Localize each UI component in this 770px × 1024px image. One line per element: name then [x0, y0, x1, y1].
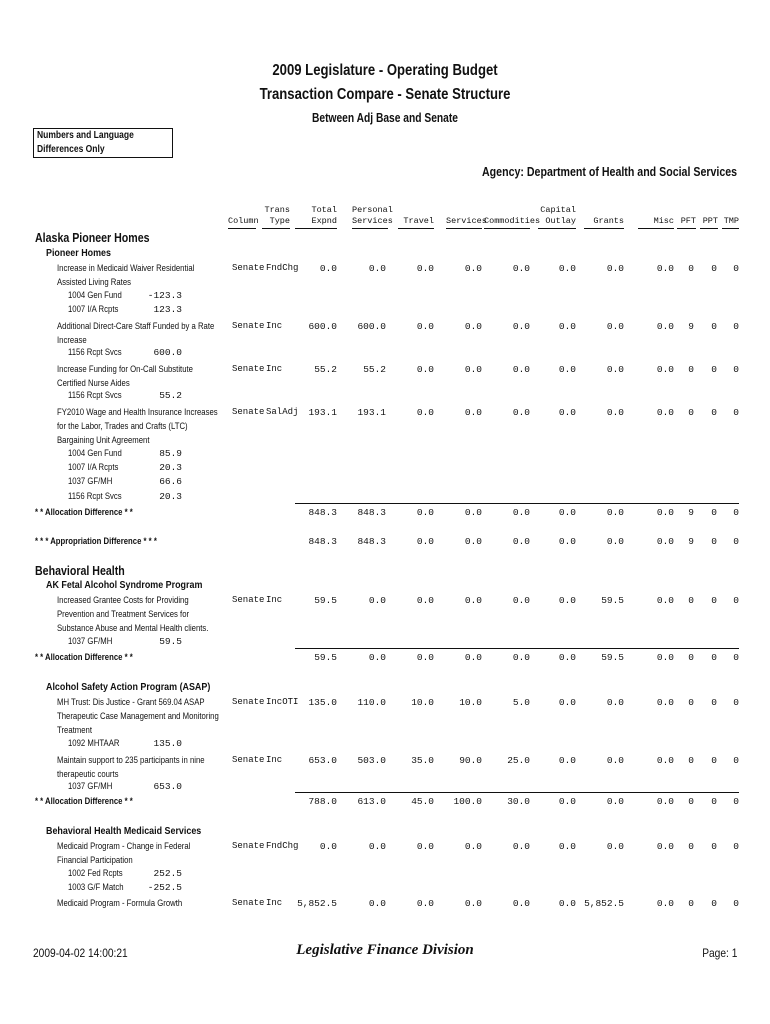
fund-source-name: 1007 I/A Rcpts [68, 304, 119, 314]
fund-source-amount: 20.3 [159, 491, 182, 502]
amount-cell: 0.0 [464, 364, 482, 375]
total-amount-cell: 0 [711, 507, 717, 518]
total-amount-cell: 0.0 [464, 507, 482, 518]
trans-type-value: Inc [266, 595, 283, 605]
amount-cell: 503.0 [357, 755, 386, 766]
amount-cell: 0 [733, 364, 739, 375]
amount-cell: 0 [733, 263, 739, 274]
trans-type-value: Inc [266, 321, 283, 331]
total-amount-cell: 59.5 [314, 652, 337, 663]
transaction-description: Increased Grantee Costs for Providing Prevention and Treatment Services for Substance Abuse and Mental Health clients. [57, 595, 209, 633]
total-amount-cell: 848.3 [357, 536, 386, 547]
total-amount-cell: 30.0 [507, 796, 530, 807]
total-amount-cell: 0.0 [416, 652, 434, 663]
transaction-description: Increase in Medicaid Waiver Residential Assisted Living Rates [57, 263, 195, 287]
transaction-description: Medicaid Program - Formula Growth [57, 898, 183, 908]
fund-source-name: 1156 Rcpt Svcs [68, 491, 122, 501]
amount-cell: 5,852.5 [584, 898, 624, 909]
total-amount-cell: 848.3 [357, 507, 386, 518]
amount-cell: 0.0 [416, 595, 434, 606]
amount-cell: 0 [711, 755, 717, 766]
amount-cell: 0.0 [368, 841, 386, 852]
amount-cell: 0.0 [656, 321, 674, 332]
fund-source-amount: 135.0 [153, 738, 182, 749]
col-header-total-2: Expnd [311, 216, 337, 226]
fund-source-amount: 600.0 [153, 347, 182, 358]
allocation-heading: Pioneer Homes [46, 247, 111, 259]
amount-cell: 9 [688, 321, 694, 332]
total-amount-cell: 0.0 [558, 536, 576, 547]
col-header-ppt: PPT [700, 216, 718, 229]
col-header-capital-2: Outlay [545, 216, 576, 226]
col-header-tmp: TMP [722, 216, 739, 229]
total-amount-cell: 0.0 [512, 536, 530, 547]
total-amount-cell: 0.0 [558, 796, 576, 807]
column-value: Senate [232, 407, 265, 417]
fund-source-name: 1037 GF/MH [68, 636, 113, 646]
amount-cell: 0.0 [606, 321, 624, 332]
total-amount-cell: 0 [711, 536, 717, 547]
report-comparison: Between Adj Base and Senate [311, 111, 459, 125]
amount-cell: 0.0 [558, 697, 576, 708]
amount-cell: 600.0 [357, 321, 386, 332]
amount-cell: 0.0 [512, 364, 530, 375]
amount-cell: 0 [711, 263, 717, 274]
amount-cell: 10.0 [459, 697, 482, 708]
trans-type-value: SalAdj [266, 407, 299, 417]
total-rule [295, 792, 739, 793]
total-amount-cell: 0.0 [656, 796, 674, 807]
total-amount-cell: 0.0 [416, 536, 434, 547]
amount-cell: 0 [733, 407, 739, 418]
total-amount-cell: 0 [688, 652, 694, 663]
column-value: Senate [232, 321, 265, 331]
column-value: Senate [232, 595, 265, 605]
amount-cell: 0.0 [558, 841, 576, 852]
total-amount-cell: 0.0 [606, 507, 624, 518]
amount-cell: 90.0 [459, 755, 482, 766]
total-amount-cell: 0.0 [368, 652, 386, 663]
amount-cell: 0.0 [512, 595, 530, 606]
amount-cell: 0.0 [319, 263, 337, 274]
agency-label: Agency: Department of Health and Social Services [481, 165, 737, 179]
amount-cell: 0 [688, 755, 694, 766]
difference-label: * * Allocation Difference * * [35, 507, 133, 517]
amount-cell: 110.0 [357, 697, 386, 708]
total-amount-cell: 9 [688, 536, 694, 547]
column-value: Senate [232, 898, 265, 908]
amount-cell: 0.0 [606, 755, 624, 766]
fund-source-name: 1004 Gen Fund [68, 448, 122, 458]
amount-cell: 0 [688, 595, 694, 606]
col-header-travel: Travel [398, 216, 434, 229]
col-header-personal-2: Services [352, 216, 393, 226]
transaction-description: Maintain support to 235 participants in nine therapeutic courts [57, 755, 205, 779]
amount-cell: 0.0 [512, 841, 530, 852]
amount-cell: 0.0 [512, 407, 530, 418]
col-header-trans: Trans [264, 205, 290, 215]
fund-source-amount: 66.6 [159, 476, 182, 487]
col-header-personal-1: Personal [352, 205, 393, 215]
fund-source-name: 1037 GF/MH [68, 476, 113, 486]
total-amount-cell: 0 [733, 796, 739, 807]
fund-source-amount: 85.9 [159, 448, 182, 459]
difference-label: * * Allocation Difference * * [35, 652, 133, 662]
amount-cell: 0 [711, 841, 717, 852]
amount-cell: 0.0 [656, 697, 674, 708]
total-amount-cell: 0 [733, 507, 739, 518]
amount-cell: 0.0 [416, 841, 434, 852]
amount-cell: 35.0 [411, 755, 434, 766]
column-value: Senate [232, 697, 265, 707]
amount-cell: 0.0 [464, 595, 482, 606]
amount-cell: 0.0 [512, 898, 530, 909]
fund-source-name: 1004 Gen Fund [68, 290, 122, 300]
amount-cell: 0.0 [464, 841, 482, 852]
amount-cell: 0 [688, 263, 694, 274]
total-amount-cell: 0.0 [606, 536, 624, 547]
fund-source-amount: 55.2 [159, 390, 182, 401]
amount-cell: 0.0 [464, 898, 482, 909]
amount-cell: 0.0 [464, 407, 482, 418]
col-header-grants: Grants [584, 216, 624, 229]
section-heading: Alaska Pioneer Homes [35, 231, 150, 245]
amount-cell: 0 [711, 697, 717, 708]
differences-note-box [33, 128, 173, 158]
amount-cell: 5,852.5 [297, 898, 337, 909]
col-header-type: Type [269, 216, 290, 226]
column-value: Senate [232, 364, 265, 374]
note-line-2: Differences Only [37, 144, 105, 155]
amount-cell: 0 [733, 697, 739, 708]
total-amount-cell: 848.3 [308, 536, 337, 547]
amount-cell: 59.5 [601, 595, 624, 606]
amount-cell: 10.0 [411, 697, 434, 708]
fund-source-name: 1156 Rcpt Svcs [68, 347, 122, 357]
difference-label: * * * Appropriation Difference * * * [35, 536, 157, 546]
fund-source-name: 1003 G/F Match [68, 882, 124, 892]
amount-cell: 0.0 [368, 595, 386, 606]
trans-type-value: FndChg [266, 841, 299, 851]
difference-label: * * Allocation Difference * * [35, 796, 133, 806]
total-amount-cell: 0.0 [656, 652, 674, 663]
allocation-heading: AK Fetal Alcohol Syndrome Program [46, 579, 203, 591]
trans-type-value: Inc [266, 898, 283, 908]
amount-cell: 0.0 [656, 898, 674, 909]
fund-source-name: 1092 MHTAAR [68, 738, 120, 748]
total-amount-cell: 0.0 [512, 507, 530, 518]
total-amount-cell: 0.0 [464, 652, 482, 663]
total-amount-cell: 0.0 [656, 536, 674, 547]
amount-cell: 0.0 [606, 697, 624, 708]
amount-cell: 55.2 [363, 364, 386, 375]
amount-cell: 0.0 [512, 321, 530, 332]
total-amount-cell: 0 [688, 796, 694, 807]
column-value: Senate [232, 263, 265, 273]
note-line-1: Numbers and Language [37, 130, 134, 141]
amount-cell: 600.0 [308, 321, 337, 332]
amount-cell: 0.0 [416, 407, 434, 418]
transaction-description: FY2010 Wage and Health Insurance Increases for the Labor, Trades and Crafts (LTC) Bargaining Unit Agreement [57, 407, 218, 445]
amount-cell: 0.0 [656, 263, 674, 274]
total-amount-cell: 0 [711, 796, 717, 807]
col-header-personal [352, 205, 393, 229]
amount-cell: 0 [688, 407, 694, 418]
fund-source-name: 1002 Fed Rcpts [68, 868, 123, 878]
col-header-misc: Misc [638, 216, 674, 229]
transaction-description: Additional Direct-Care Staff Funded by a Rate Increase [57, 321, 215, 345]
fund-source-amount: -252.5 [147, 882, 182, 893]
amount-cell: 0.0 [656, 364, 674, 375]
trans-type-value: Inc [266, 755, 283, 765]
amount-cell: 5.0 [512, 697, 530, 708]
col-header-trans-type [262, 205, 290, 229]
total-amount-cell: 613.0 [357, 796, 386, 807]
amount-cell: 0 [733, 841, 739, 852]
amount-cell: 0.0 [416, 263, 434, 274]
total-amount-cell: 0 [711, 652, 717, 663]
transaction-description: Increase Funding for On-Call Substitute Certified Nurse Aides [57, 364, 193, 388]
amount-cell: 0 [711, 321, 717, 332]
transaction-description: MH Trust: Dis Justice - Grant 569.04 ASAP Therapeutic Case Management and Monitoring Treatment [57, 697, 219, 735]
total-amount-cell: 0.0 [464, 536, 482, 547]
amount-cell: 653.0 [308, 755, 337, 766]
allocation-heading: Behavioral Health Medicaid Services [46, 825, 202, 837]
amount-cell: 0 [711, 407, 717, 418]
total-amount-cell: 0.0 [558, 652, 576, 663]
total-amount-cell: 100.0 [453, 796, 482, 807]
amount-cell: 0.0 [416, 364, 434, 375]
amount-cell: 0 [711, 595, 717, 606]
column-value: Senate [232, 841, 265, 851]
col-header-capital [538, 205, 576, 229]
fund-source-name: 1007 I/A Rcpts [68, 462, 119, 472]
amount-cell: 193.1 [357, 407, 386, 418]
amount-cell: 55.2 [314, 364, 337, 375]
amount-cell: 0.0 [606, 841, 624, 852]
fund-source-amount: 123.3 [153, 304, 182, 315]
report-title: 2009 Legislature - Operating Budget [272, 62, 498, 79]
amount-cell: 0.0 [464, 263, 482, 274]
amount-cell: 0.0 [416, 321, 434, 332]
section-heading: Behavioral Health [35, 564, 125, 578]
amount-cell: 0.0 [606, 364, 624, 375]
amount-cell: 25.0 [507, 755, 530, 766]
total-amount-cell: 0.0 [606, 796, 624, 807]
report-timestamp: 2009-04-02 14:00:21 [33, 946, 128, 960]
total-amount-cell: 0 [733, 652, 739, 663]
amount-cell: 0 [733, 898, 739, 909]
col-header-total-1: Total [311, 205, 337, 215]
total-rule [295, 503, 739, 504]
col-header-column: Column [228, 216, 256, 229]
amount-cell: 0 [688, 364, 694, 375]
trans-type-value: Inc [266, 364, 283, 374]
column-value: Senate [232, 755, 265, 765]
total-amount-cell: 0.0 [656, 507, 674, 518]
amount-cell: 0.0 [558, 407, 576, 418]
amount-cell: 0.0 [464, 321, 482, 332]
amount-cell: 0 [733, 321, 739, 332]
amount-cell: 0.0 [558, 898, 576, 909]
amount-cell: 0.0 [558, 364, 576, 375]
division-name: Legislative Finance Division [296, 942, 474, 958]
total-rule [295, 648, 739, 649]
amount-cell: 0.0 [656, 595, 674, 606]
total-amount-cell: 0.0 [512, 652, 530, 663]
total-amount-cell: 9 [688, 507, 694, 518]
amount-cell: 0.0 [558, 321, 576, 332]
amount-cell: 193.1 [308, 407, 337, 418]
total-amount-cell: 59.5 [601, 652, 624, 663]
trans-type-value: FndChg [266, 263, 299, 273]
amount-cell: 0.0 [368, 263, 386, 274]
amount-cell: 0.0 [606, 263, 624, 274]
amount-cell: 0 [688, 841, 694, 852]
fund-source-amount: -123.3 [147, 290, 182, 301]
amount-cell: 0 [733, 755, 739, 766]
fund-source-name: 1037 GF/MH [68, 781, 113, 791]
amount-cell: 135.0 [308, 697, 337, 708]
fund-source-amount: 59.5 [159, 636, 182, 647]
amount-cell: 0.0 [558, 755, 576, 766]
amount-cell: 0 [733, 595, 739, 606]
report-subtitle: Transaction Compare - Senate Structure [259, 86, 511, 103]
amount-cell: 0.0 [656, 407, 674, 418]
amount-cell: 0.0 [368, 898, 386, 909]
trans-type-value: IncOTI [266, 697, 299, 707]
col-header-total [295, 205, 337, 229]
amount-cell: 0 [711, 364, 717, 375]
allocation-heading: Alcohol Safety Action Program (ASAP) [46, 681, 211, 693]
col-header-commodities: Commodities [484, 216, 530, 229]
total-amount-cell: 45.0 [411, 796, 434, 807]
fund-source-amount: 653.0 [153, 781, 182, 792]
amount-cell: 0.0 [416, 898, 434, 909]
total-amount-cell: 848.3 [308, 507, 337, 518]
amount-cell: 0 [711, 898, 717, 909]
amount-cell: 0 [688, 898, 694, 909]
total-amount-cell: 0.0 [558, 507, 576, 518]
amount-cell: 0.0 [656, 755, 674, 766]
fund-source-amount: 20.3 [159, 462, 182, 473]
amount-cell: 0.0 [558, 263, 576, 274]
transaction-description: Medicaid Program - Change in Federal Financial Participation [57, 841, 191, 865]
col-header-services: Services [446, 216, 482, 229]
amount-cell: 0.0 [656, 841, 674, 852]
fund-source-amount: 252.5 [153, 868, 182, 879]
amount-cell: 0.0 [558, 595, 576, 606]
amount-cell: 59.5 [314, 595, 337, 606]
total-amount-cell: 0 [733, 536, 739, 547]
amount-cell: 0 [688, 697, 694, 708]
amount-cell: 0.0 [606, 407, 624, 418]
page-number: Page: 1 [701, 946, 737, 960]
amount-cell: 0.0 [512, 263, 530, 274]
total-amount-cell: 788.0 [308, 796, 337, 807]
amount-cell: 0.0 [319, 841, 337, 852]
fund-source-name: 1156 Rcpt Svcs [68, 390, 122, 400]
col-header-pft: PFT [677, 216, 696, 229]
total-amount-cell: 0.0 [416, 507, 434, 518]
col-header-capital-1: Capital [540, 205, 576, 215]
